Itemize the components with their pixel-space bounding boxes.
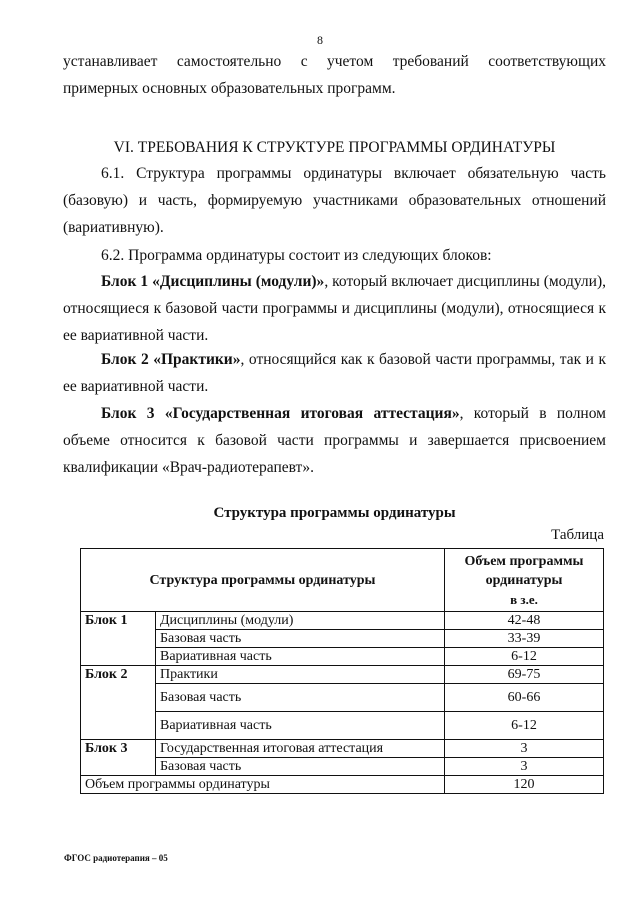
- row-label: Практики: [156, 666, 445, 684]
- row-value: 6-12: [445, 712, 604, 740]
- total-value: 120: [445, 776, 604, 794]
- table-row: [81, 648, 604, 666]
- row-value: 3: [445, 758, 604, 776]
- block-2-text: , относящийся как к базовой части программы, так и к ее вариативной части.: [63, 351, 606, 395]
- header-volume-unit: в з.е.: [510, 591, 538, 607]
- intro-paragraph: устанавливает самостоятельно с учетом требований соответствующих примерных основных образовательных программ.: [63, 53, 606, 97]
- table-row: [81, 684, 604, 712]
- table-row: [81, 630, 604, 648]
- block-3-paragraph: [63, 400, 606, 481]
- block-1-title: Блок 1 «Дисциплины (модули)»: [101, 273, 325, 290]
- block-2-cell: Блок 2: [81, 666, 156, 740]
- footer-text: ФГОС радиотерапия – 05: [64, 853, 168, 863]
- block-3-text: , который в полном объеме относится к базовой части программы и завершается присвоением квалификации «Врач-радиотерапевт».: [63, 405, 606, 476]
- row-value: 69-75: [445, 666, 604, 684]
- row-label: Дисциплины (модули): [156, 612, 445, 630]
- header-structure: Структура программы ординатуры: [81, 549, 445, 612]
- block-3-cell: Блок 3: [81, 740, 156, 776]
- paragraph-6-2: [63, 242, 606, 269]
- header-volume-line1: Объем программы: [464, 553, 584, 569]
- row-label: Вариативная часть: [156, 712, 445, 740]
- table-row: [81, 758, 604, 776]
- row-value: 60-66: [445, 684, 604, 712]
- total-label: Объем программы ординатуры: [81, 776, 445, 794]
- row-label: Вариативная часть: [156, 648, 445, 666]
- row-label: Базовая часть: [156, 758, 445, 776]
- block-1-paragraph: [63, 268, 606, 349]
- row-value: 42-48: [445, 612, 604, 630]
- section-heading: VI. ТРЕБОВАНИЯ К СТРУКТУРЕ ПРОГРАММЫ ОРДИНАТУРЫ: [113, 139, 556, 156]
- table-caption: Структура программы ординатуры: [213, 505, 456, 521]
- row-label: Государственная итоговая аттестация: [156, 740, 445, 758]
- table-row: [81, 666, 604, 684]
- header-volume: [445, 549, 604, 612]
- block-1-text: , который включает дисциплины (модули), относящиеся к базовой части программы и дисциплины (модули), относящиеся к ее вариативной части.: [63, 273, 606, 344]
- row-value: 3: [445, 740, 604, 758]
- structure-table: [80, 548, 604, 794]
- block-2-title: Блок 2 «Практики»: [101, 351, 241, 368]
- header-volume-line2: ординатуры: [485, 572, 563, 588]
- row-value: 33-39: [445, 630, 604, 648]
- table-header-row: [81, 549, 604, 612]
- block-3-title: Блок 3 «Государственная итоговая аттестация»: [101, 405, 460, 422]
- page-number: 8: [317, 33, 323, 47]
- table-row: [81, 612, 604, 630]
- row-label: Базовая часть: [156, 684, 445, 712]
- table-row: [81, 740, 604, 758]
- table-total-row: [81, 776, 604, 794]
- row-label: Базовая часть: [156, 630, 445, 648]
- table-label: Таблица: [551, 527, 604, 543]
- paragraph-6-2-text: 6.2. Программа ординатуры состоит из следующих блоков:: [101, 247, 492, 264]
- block-1-cell: Блок 1: [81, 612, 156, 666]
- block-2-paragraph: [63, 346, 606, 400]
- paragraph-6-1-text: 6.1. Структура программы ординатуры включает обязательную часть (базовую) и часть, формируемую участниками образовательных отношений (вариативную).: [63, 165, 606, 236]
- row-value: 6-12: [445, 648, 604, 666]
- paragraph-6-1: [63, 160, 606, 241]
- table-row: [81, 712, 604, 740]
